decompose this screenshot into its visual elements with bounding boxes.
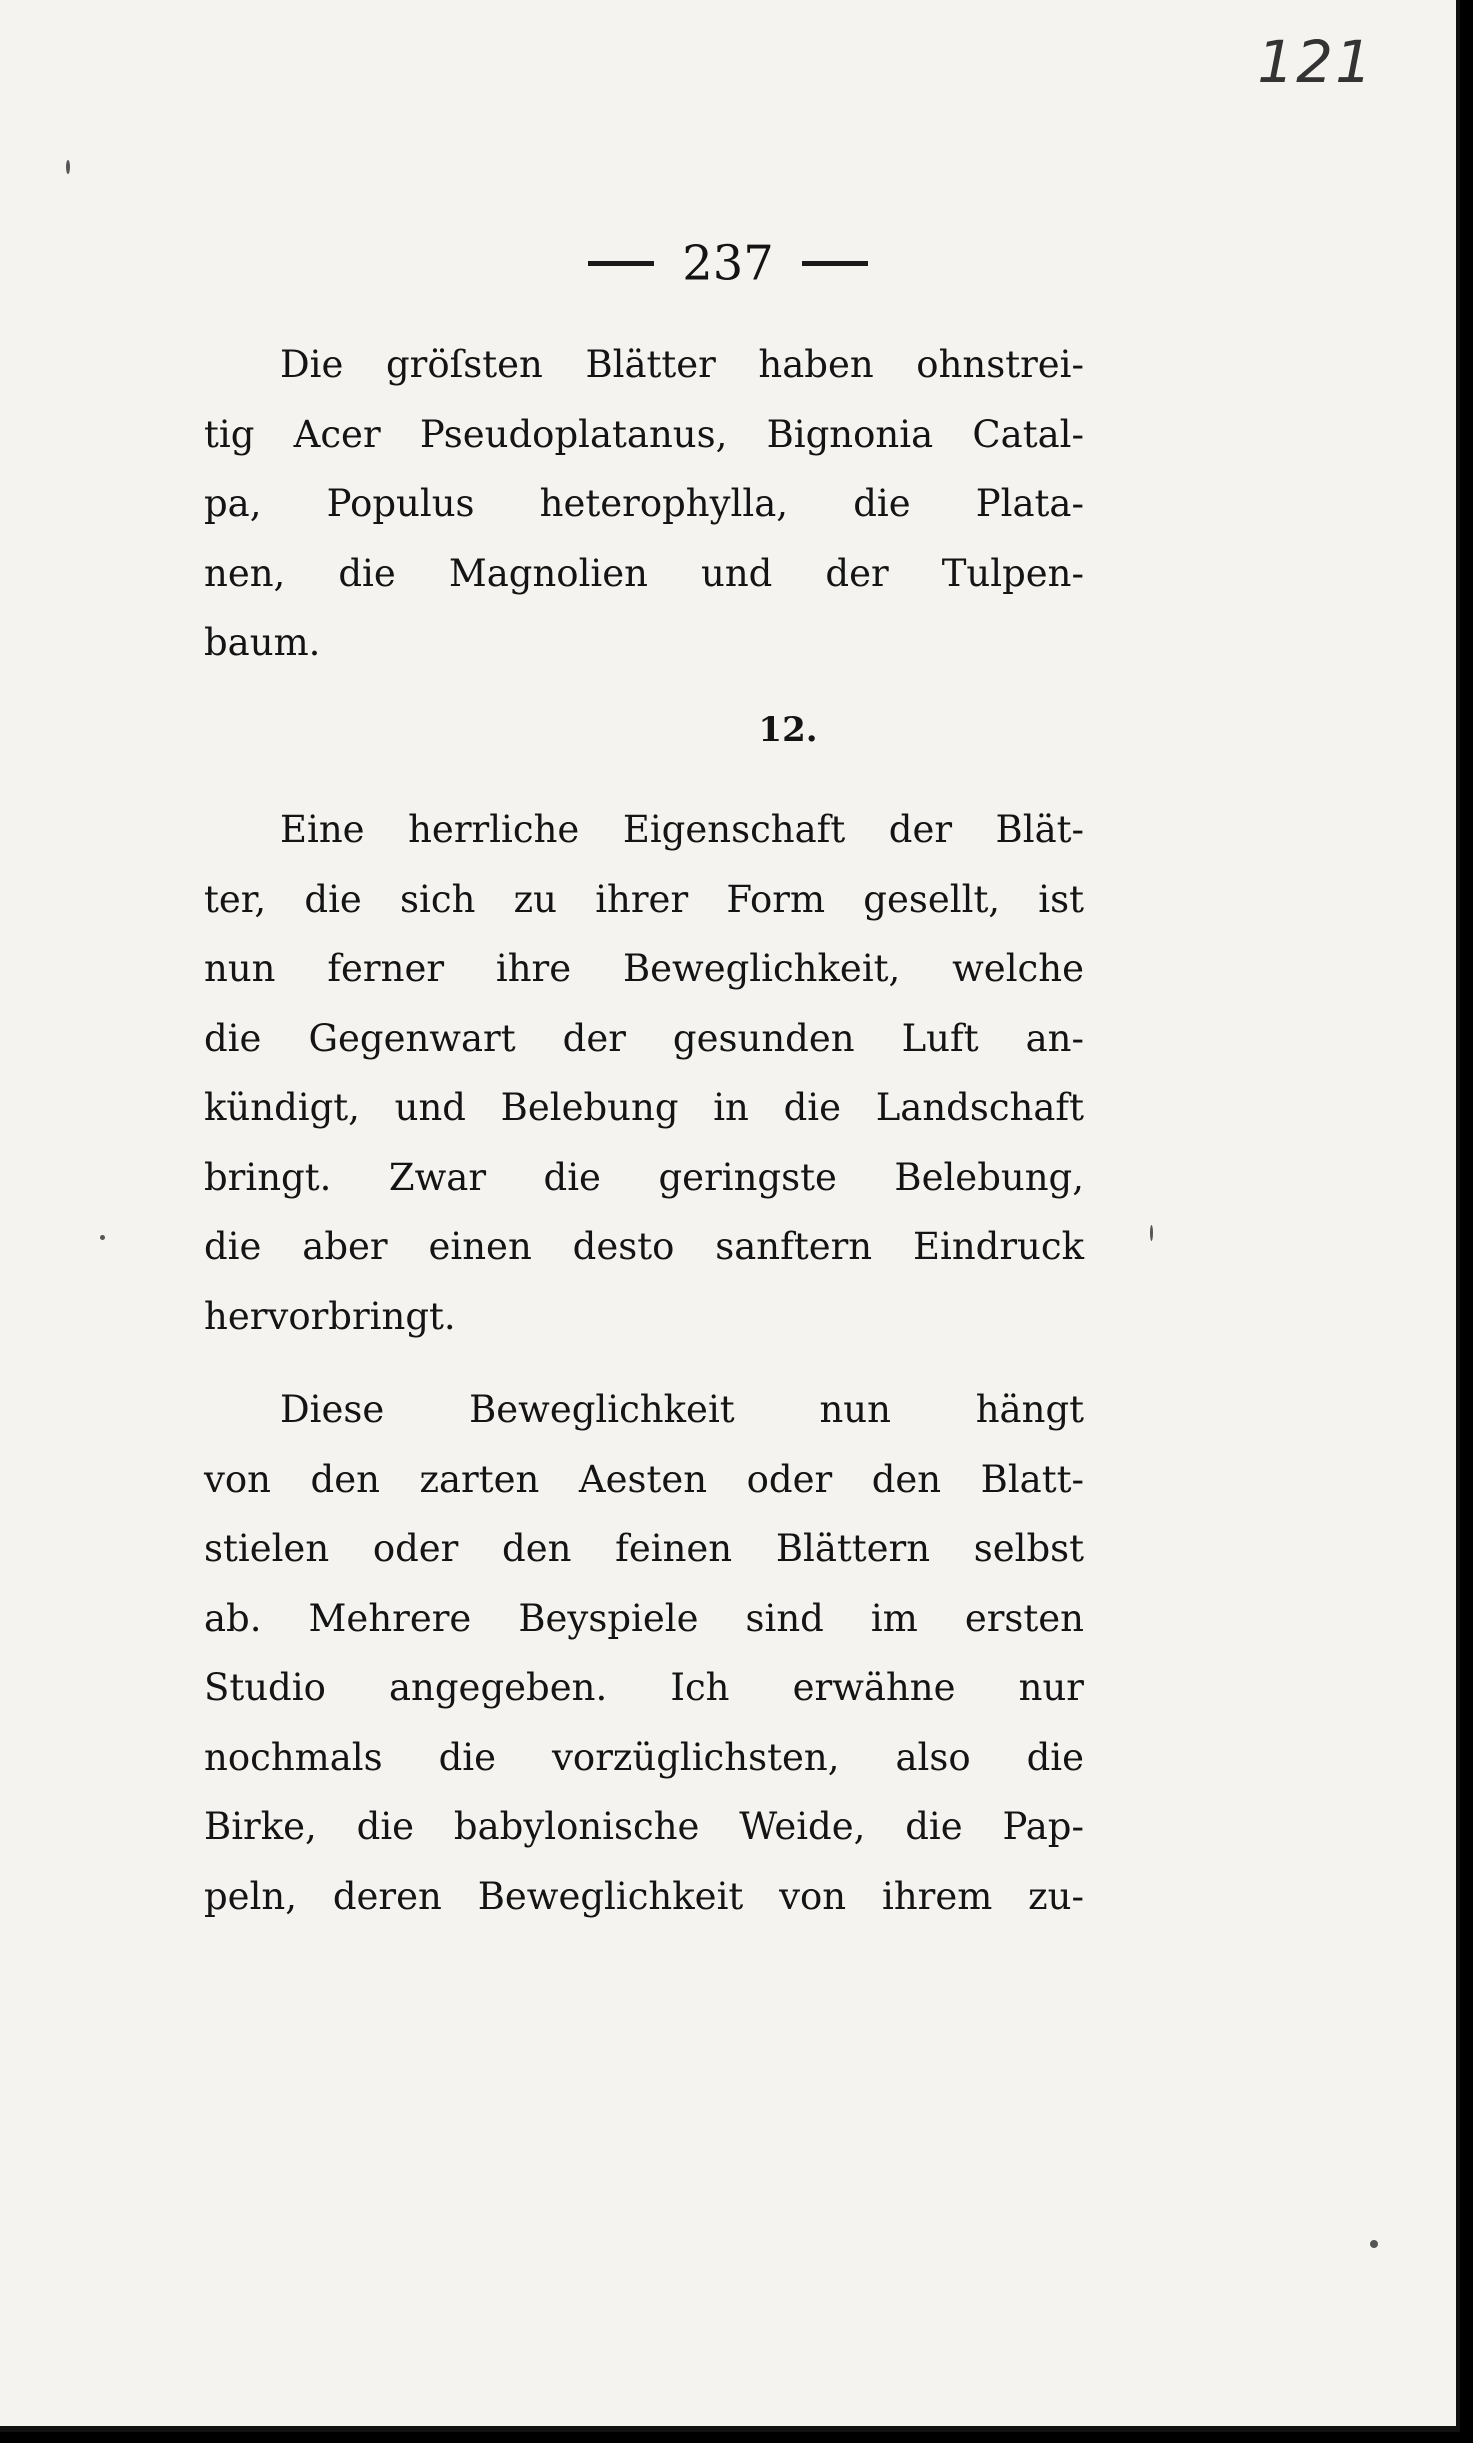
text-line: Eine herrliche Eigenschaft der Blät- bbox=[280, 808, 1084, 851]
right-dash bbox=[802, 261, 868, 266]
text-line: nen, die Magnolien und der Tulpen- bbox=[204, 551, 1084, 595]
text-line: baum. bbox=[204, 621, 321, 664]
page-number: 237 bbox=[682, 235, 774, 292]
text-line: von den zarten Aesten oder den Blatt- bbox=[204, 1457, 1084, 1501]
text-line: peln, deren Beweglichkeit von ihrem zu- bbox=[204, 1874, 1084, 1918]
running-head bbox=[0, 232, 1456, 292]
text-line: Birke, die babylonische Weide, die Pap- bbox=[204, 1805, 1084, 1848]
paragraph-2 bbox=[204, 795, 1084, 1351]
paper-speck bbox=[100, 1235, 105, 1240]
text-line: ab. Mehrere Beyspiele sind im ersten bbox=[204, 1596, 1084, 1640]
text-line: Studio angegeben. Ich erwähne nur bbox=[204, 1666, 1084, 1709]
paper-speck bbox=[1370, 2240, 1378, 2248]
paragraph-3 bbox=[204, 1375, 1084, 1931]
text-line: kündigt, und Belebung in die Landschaft bbox=[204, 1086, 1084, 1129]
section-number: 12. bbox=[758, 710, 818, 750]
text-line: pa, Populus heterophylla, die Plata- bbox=[204, 482, 1084, 525]
text-line: nochmals die vorzüglichsten, also die bbox=[204, 1735, 1084, 1779]
paper-speck bbox=[66, 160, 70, 174]
paper-speck bbox=[1150, 1225, 1153, 1241]
text-line: bringt. Zwar die geringste Belebung, bbox=[204, 1155, 1084, 1199]
text-line: nun ferner ihre Beweglichkeit, welche bbox=[204, 947, 1084, 990]
text-line: ter, die sich zu ihrer Form gesellt, ist bbox=[204, 877, 1084, 921]
text-line: tig Acer Pseudoplatanus, Bignonia Catal- bbox=[204, 412, 1084, 456]
text-line: die aber einen desto sanftern Eindruck bbox=[204, 1225, 1084, 1268]
handwritten-folio-number: 121 bbox=[1257, 28, 1374, 96]
paragraph-1 bbox=[204, 330, 1084, 678]
text-line: Diese Beweglichkeit nun hängt bbox=[280, 1388, 1084, 1431]
text-line: Die gröſsten Blätter haben ohnstrei- bbox=[280, 343, 1084, 386]
text-line: stielen oder den feinen Blättern selbst bbox=[204, 1527, 1084, 1570]
left-dash bbox=[588, 261, 654, 266]
text-line: hervorbringt. bbox=[204, 1294, 456, 1338]
text-line: die Gegenwart der gesunden Luft an- bbox=[204, 1016, 1084, 1060]
